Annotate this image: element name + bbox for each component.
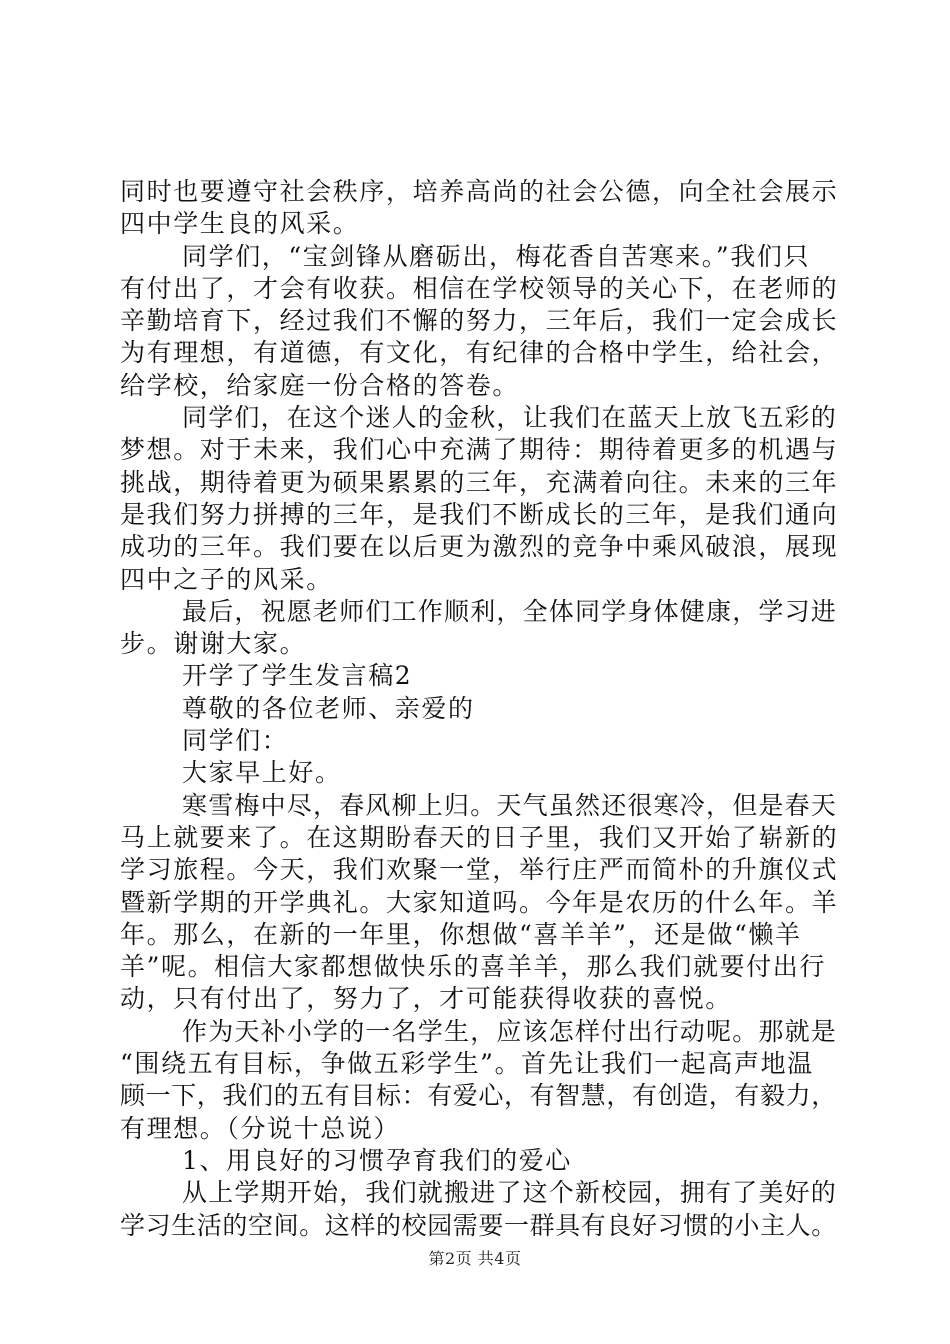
text-line: 同学们，在这个迷人的金秋，让我们在蓝天上放飞五彩的 (182, 403, 838, 433)
text-line: 动，只有付出了，努力了，才可能获得收获的喜悦。 (120, 984, 732, 1014)
text-line: 成功的三年。我们要在以后更为激烈的竞争中乘风破浪，展现 (120, 532, 839, 562)
text-line: 作为天补小学的一名学生，应该怎样付出行动呢。那就是 (182, 1016, 838, 1046)
text-line: 羊”呢。相信大家都想做快乐的喜羊羊，那么我们就要付出行 (120, 952, 826, 982)
text-line: 开学了学生发言稿2 (182, 661, 413, 691)
text-line: 寒雪梅中尽，春风柳上归。天气虽然还很寒冷，但是春天 (182, 790, 838, 820)
text-line: 大家早上好。 (182, 758, 342, 788)
text-line: 四中之子的风采。 (120, 564, 333, 594)
text-line: 学习旅程。今天，我们欢聚一堂，举行庄严而简朴的升旗仪式 (120, 855, 839, 885)
text-line: 辛勤培育下，经过我们不懈的努力，三年后，我们一定会成长 (120, 306, 839, 336)
text-line: 暨新学期的开学典礼。大家知道吗。今年是农历的什么年。羊 (120, 887, 839, 917)
text-line: 同时也要遵守社会秩序，培养高尚的社会公德，向全社会展示 (120, 177, 839, 206)
text-line: 是我们努力拼搏的三年，是我们不断成长的三年，是我们通向 (120, 499, 839, 529)
text-line: 学习生活的空间。这样的校园需要一群具有良好习惯的小主人。 (120, 1210, 837, 1240)
text-line: 有理想。（分说十总说） (120, 1113, 401, 1143)
text-line: 步。谢谢大家。 (120, 629, 307, 659)
text-line: 四中学生良的风采。 (120, 209, 360, 239)
text-line: 尊敬的各位老师、亲爱的 (182, 693, 475, 723)
text-line: 马上就要来了。在这期盼春天的日子里，我们又开始了崭新的 (120, 822, 839, 852)
text-line: “围绕五有目标，争做五彩学生”。首先让我们一起高声地温 (120, 1049, 814, 1079)
text-line: 挑战，期待着更为硕果累累的三年，充满着向往。未来的三年 (120, 467, 839, 497)
text-line: 顾一下，我们的五有目标：有爱心，有智慧，有创造，有毅力， (120, 1081, 837, 1111)
page-footer: 第2页 共4页 (428, 1249, 522, 1268)
text-line: 同学们： (182, 726, 289, 756)
document-body (120, 176, 839, 1242)
text-line: 同学们，“宝剑锋从磨砺出，梅花香自苦寒来。”我们只 (182, 241, 811, 271)
text-line: 为有理想，有道德，有文化，有纪律的合格中学生，给社会， (120, 338, 839, 368)
text-line: 有付出了，才会有收获。相信在学校领导的关心下，在老师的 (120, 273, 839, 303)
text-line: 给学校，给家庭一份合格的答卷。 (120, 370, 520, 400)
text-line: 1、用良好的习惯孕育我们的爱心 (182, 1145, 572, 1175)
text-line: 梦想。对于未来，我们心中充满了期待：期待着更多的机遇与 (120, 435, 839, 465)
text-line: 年。那么，在新的一年里，你想做“喜羊羊”，还是做“懒羊 (120, 919, 802, 949)
text-line: 最后，祝愿老师们工作顺利，全体同学身体健康，学习进 (182, 596, 838, 626)
text-line: 从上学期开始，我们就搬进了这个新校园，拥有了美好的 (182, 1178, 838, 1208)
